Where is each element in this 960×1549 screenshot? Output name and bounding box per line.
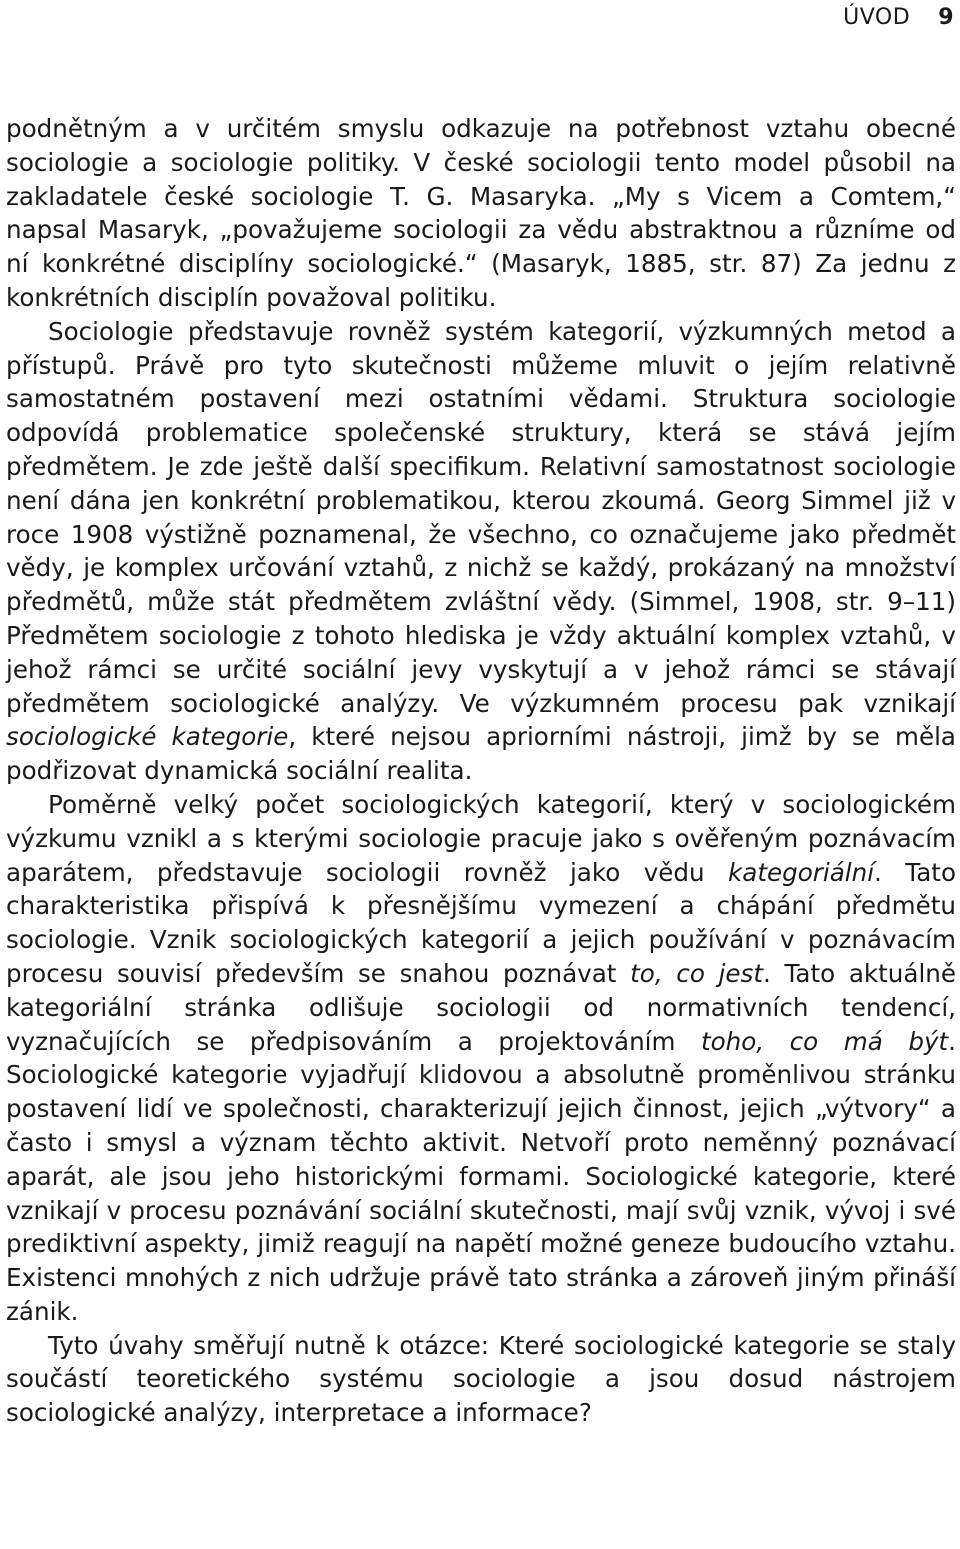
section-title: ÚVOD [843,5,911,30]
paragraph [6,1329,956,1430]
body-text [6,112,956,1430]
text-run: podnětným a v určitém smyslu odkazuje na potřebnost vztahu obecné sociologie a sociologie politiky. V české sociologii tento model působil na zakladatele české sociologie T. G. Masaryka. „My s Vicem a Comtem,“ napsal Masaryk, „považujeme sociologii za vědu abstraktnou a různíme od ní konkrétné disciplíny sociologické.“ (Masaryk, 1885, str. 87) Za jednu z konkrétních disciplín považoval politiku. [6,114,956,312]
text-run: , které nejsou apriorními nástroji, jimž by se měla podřizovat dynamická sociální realita. [6,722,956,786]
italic-term: sociologické kategorie [6,722,289,752]
text-run: . Tato aktuálně kategoriální stránka odlišuje sociologii od normativních tendencí, vyznačujících se předpisováním a projektováním [6,958,956,1056]
italic-term: kategoriální [728,857,875,887]
text-run: . Tato charakteristika přispívá k přesnějšímu vymezení a chápání předmětu sociologie. Vznik sociologických kategorií a jejich používání v poznávacím procesu souvisí především se snahou poznávat [6,857,956,988]
italic-term: to, co jest [630,958,763,988]
paragraph [6,788,956,1329]
paragraph [6,315,956,788]
text-run: . Sociologické kategorie vyjadřují klidovou a absolutně proměnlivou stránku postavení lidí ve společnosti, charakterizují jejich činnost, jejich „výtvory“ a často i smysl a význam těchto aktivit. Netvoří proto neměnný poznávací aparát, ale jsou jeho historickými formami. Sociologické kategorie, které vznikají v procesu poznávání sociální skutečnosti, mají svůj vznik, vývoj i své prediktivní aspekty, jimiž reagují na napětí možné geneze budoucího vztahu. Existenci mnohých z nich udržuje právě tato stránka a zároveň jiným přináší zánik. [6,1026,956,1326]
page-number: 9 [938,5,954,30]
running-head [843,5,954,30]
paragraph [6,112,956,315]
text-run: Poměrně velký počet sociologických kategorií, který v sociologickém výzkumu vznikl a s kterými sociologie pracuje jako s ověřeným poznávacím aparátem, představuje sociologii rovněž jako vědu [6,789,956,887]
italic-term: toho, co má být [700,1026,949,1056]
text-run: Sociologie představuje rovněž systém kategorií, výzkumných metod a přístupů. Právě pro tyto skutečnosti můžeme mluvit o jejím relativně samostatném postavení mezi ostatními vědami. Struktura sociologie odpovídá problematice společenské struktury, která se stává jejím předmětem. Je zde ještě další specifikum. Relativní samostatnost sociologie není dána jen konkrétní problematikou, kterou zkoumá. Georg Simmel již v roce 1908 výstižně poznamenal, že všechno, co označujeme jako předmět vědy, je komplex určování vztahů, z nichž se každý, prokázaný na množství předmětů, může stát předmětem zvláštní vědy. (Simmel, 1908, str. 9–11) Předmětem sociologie z tohoto hlediska je vždy aktuální komplex vztahů, v jehož rámci se určité sociální jevy vyskytují a v jehož rámci se stávají předmětem sociologické analýzy. Ve výzkumném procesu pak vznikají [6,316,956,718]
text-run: Tyto úvahy směřují nutně k otázce: Které sociologické kategorie se staly součástí teoretického systému sociologie a jsou dosud nástrojem sociologické analýzy, interpretace a informace? [6,1330,956,1428]
